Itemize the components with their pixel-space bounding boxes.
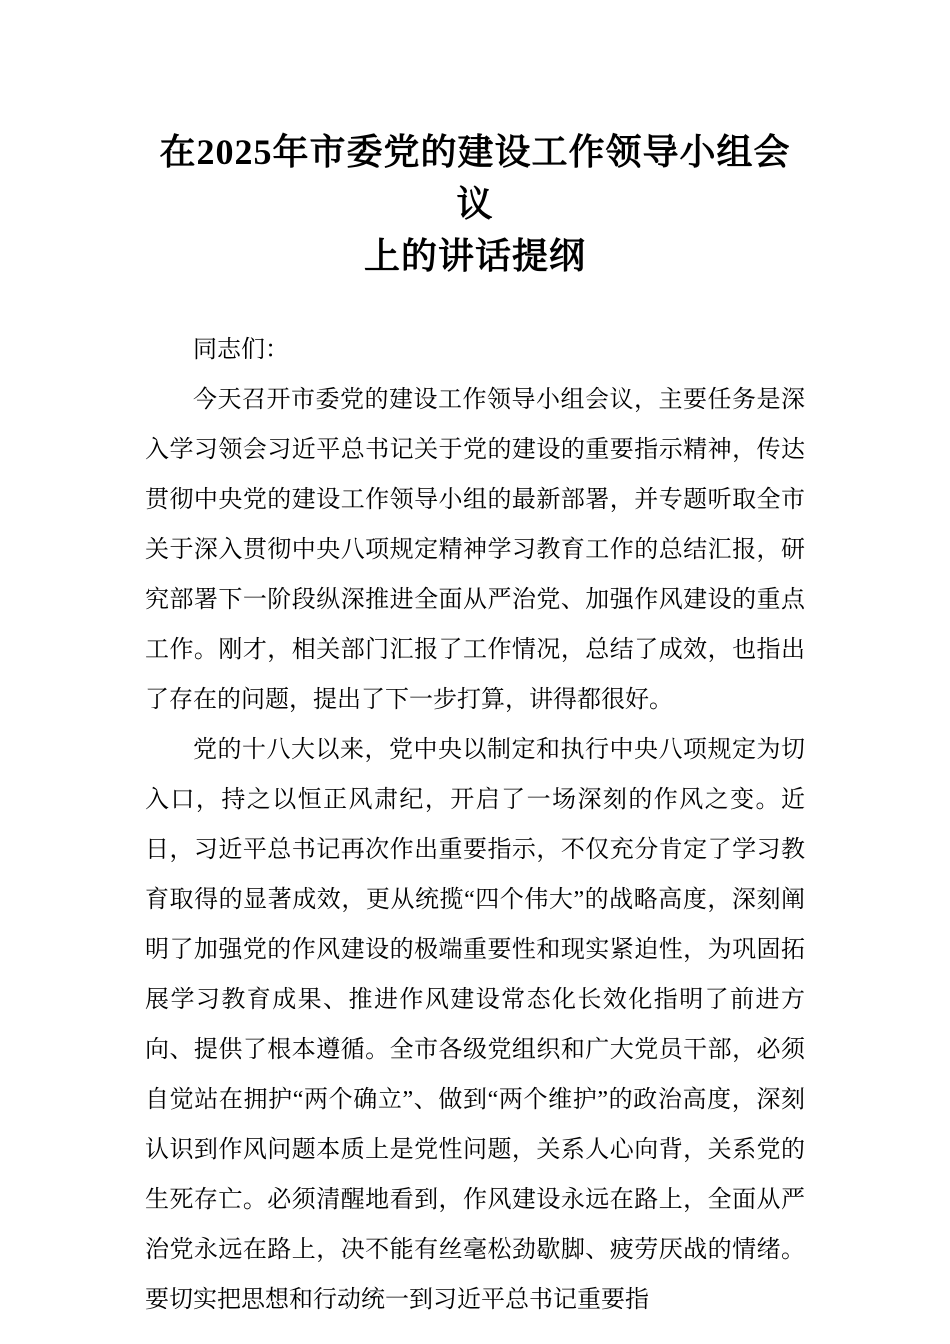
document-title-line-2: 上的讲话提纲 xyxy=(363,236,586,276)
salutation: 同志们： xyxy=(193,337,289,363)
document-title-line-1: 在2025年市委党的建设工作领导小组会议 xyxy=(159,132,791,224)
document-title xyxy=(145,126,805,282)
paragraph-1: 今天召开市委党的建设工作领导小组会议，主要任务是深入学习领会习近平总书记关于党的建设的重要指示精神，传达贯彻中央党的建设工作领导小组的最新部署，并专题听取全市关于深入贯彻中央八项规定精神学习教育工作的总结汇报，研究部署下一阶段纵深推进全面从严治党、加强作风建设的重点工作。刚才，相关部门汇报了工作情况，总结了成效，也指出了存在的问题，提出了下一步打算，讲得都很好。 xyxy=(145,387,805,713)
paragraph-2: 党的十八大以来，党中央以制定和执行中央八项规定为切入口，持之以恒正风肃纪，开启了一场深刻的作风之变。近日，习近平总书记再次作出重要指示，不仅充分肯定了学习教育取得的显著成效，更从统揽“四个伟大”的战略高度，深刻阐明了加强党的作风建设的极端重要性和现实紧迫性，为巩固拓展学习教育成果、推进作风建设常态化长效化指明了前进方向、提供了根本遵循。全市各级党组织和广大党员干部，必须自觉站在拥护“两个确立”、做到“两个维护”的政治高度，深刻认识到作风问题本质上是党性问题，关系人心向背，关系党的生死存亡。必须清醒地看到，作风建设永远在路上，全面从严治党永远在路上，决不能有丝毫松劲歇脚、疲劳厌战的情绪。要切实把思想和行动统一到习近平总书记重要指 xyxy=(145,737,805,1313)
